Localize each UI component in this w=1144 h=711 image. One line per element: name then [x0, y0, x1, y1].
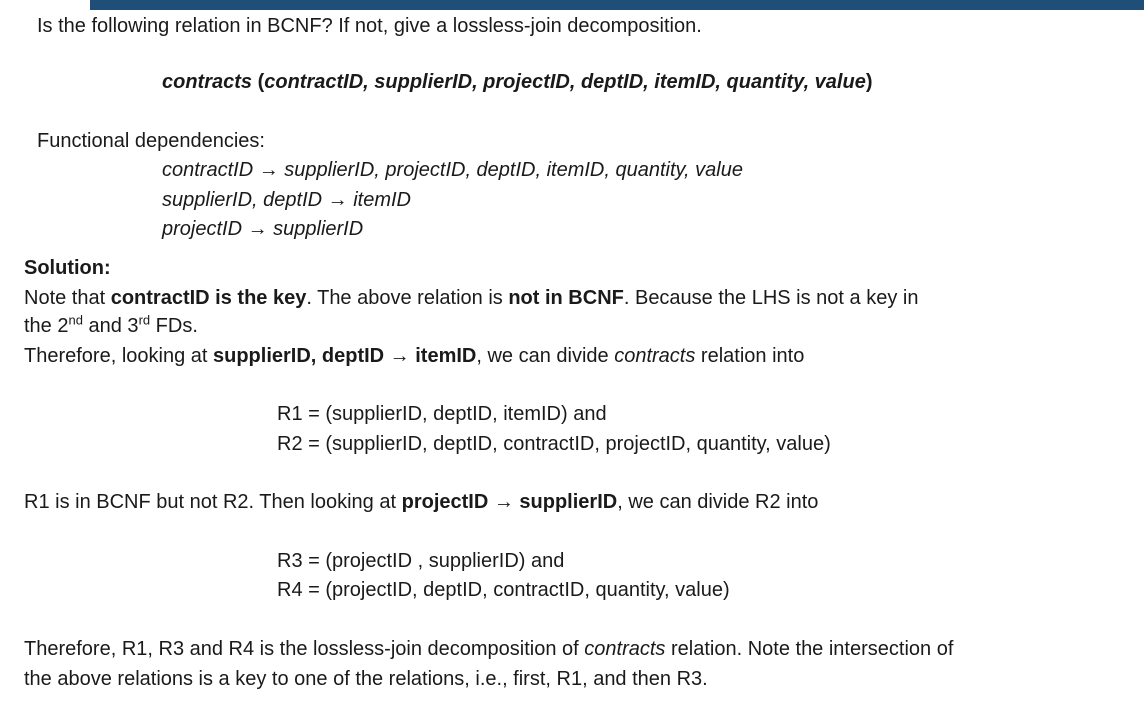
solution-paragraph-4-line-1 — [24, 637, 953, 661]
solution-heading: Solution: — [24, 257, 111, 279]
decomposition-r4: R4 = (projectID, deptID, contractID, quantity, value) — [277, 579, 730, 601]
relation-schema — [162, 70, 873, 94]
bold-run: projectID → supplierID — [401, 491, 618, 513]
relation-name: contracts — [162, 71, 253, 93]
solution-paragraph-1-line-2 — [24, 314, 198, 338]
solution-paragraph-3 — [24, 490, 818, 514]
bold-run: supplierID, deptID → itemID — [213, 345, 477, 367]
fd-item-2: supplierID, deptID → itemID — [162, 189, 411, 211]
text-run: FDs. — [150, 315, 198, 337]
solution-paragraph-2 — [24, 344, 804, 368]
relation-attributes: contractID, supplierID, projectID, deptID, itemID, quantity, value — [264, 71, 866, 93]
italic-run: contracts — [584, 638, 666, 660]
text-run: . Because the LHS is not a key in — [623, 287, 919, 309]
header-accent-bar — [90, 0, 1144, 10]
relation-close-paren: ) — [865, 71, 873, 93]
bold-run: contractID is the key — [110, 287, 307, 309]
fd-item-3: projectID → supplierID — [162, 218, 364, 240]
text-run: , we can divide — [476, 345, 615, 367]
solution-paragraph-1-line-1 — [24, 286, 918, 310]
italic-run: contracts — [614, 345, 696, 367]
fd-heading: Functional dependencies: — [37, 130, 265, 152]
text-run: and 3 — [82, 315, 139, 337]
text-run: relation into — [695, 345, 805, 367]
text-run: R1 is in BCNF but not R2. Then looking at — [24, 491, 402, 513]
text-run: Therefore, R1, R3 and R4 is the lossless-join decomposition of — [24, 638, 585, 660]
text-run: , we can divide R2 into — [617, 491, 819, 513]
superscript: rd — [138, 312, 151, 328]
text-run: the 2 — [24, 315, 69, 337]
decomposition-r1: R1 = (supplierID, deptID, itemID) and — [277, 403, 607, 425]
solution-paragraph-4-line-2: the above relations is a key to one of the relations, i.e., first, R1, and then R3. — [24, 668, 708, 690]
decomposition-r3: R3 = (projectID , supplierID) and — [277, 550, 565, 572]
decomposition-r2: R2 = (supplierID, deptID, contractID, projectID, quantity, value) — [277, 433, 831, 455]
text-run: . The above relation is — [306, 287, 509, 309]
text-run: relation. Note the intersection of — [665, 638, 954, 660]
fd-item-1: contractID → supplierID, projectID, deptID, itemID, quantity, value — [162, 159, 743, 181]
text-run: Therefore, looking at — [24, 345, 213, 367]
bold-run: not in BCNF — [508, 287, 624, 309]
question-text: Is the following relation in BCNF? If not, give a lossless-join decomposition. — [37, 15, 702, 37]
text-run: Note that — [24, 287, 111, 309]
superscript: nd — [68, 312, 83, 328]
relation-open-paren: ( — [252, 71, 265, 93]
